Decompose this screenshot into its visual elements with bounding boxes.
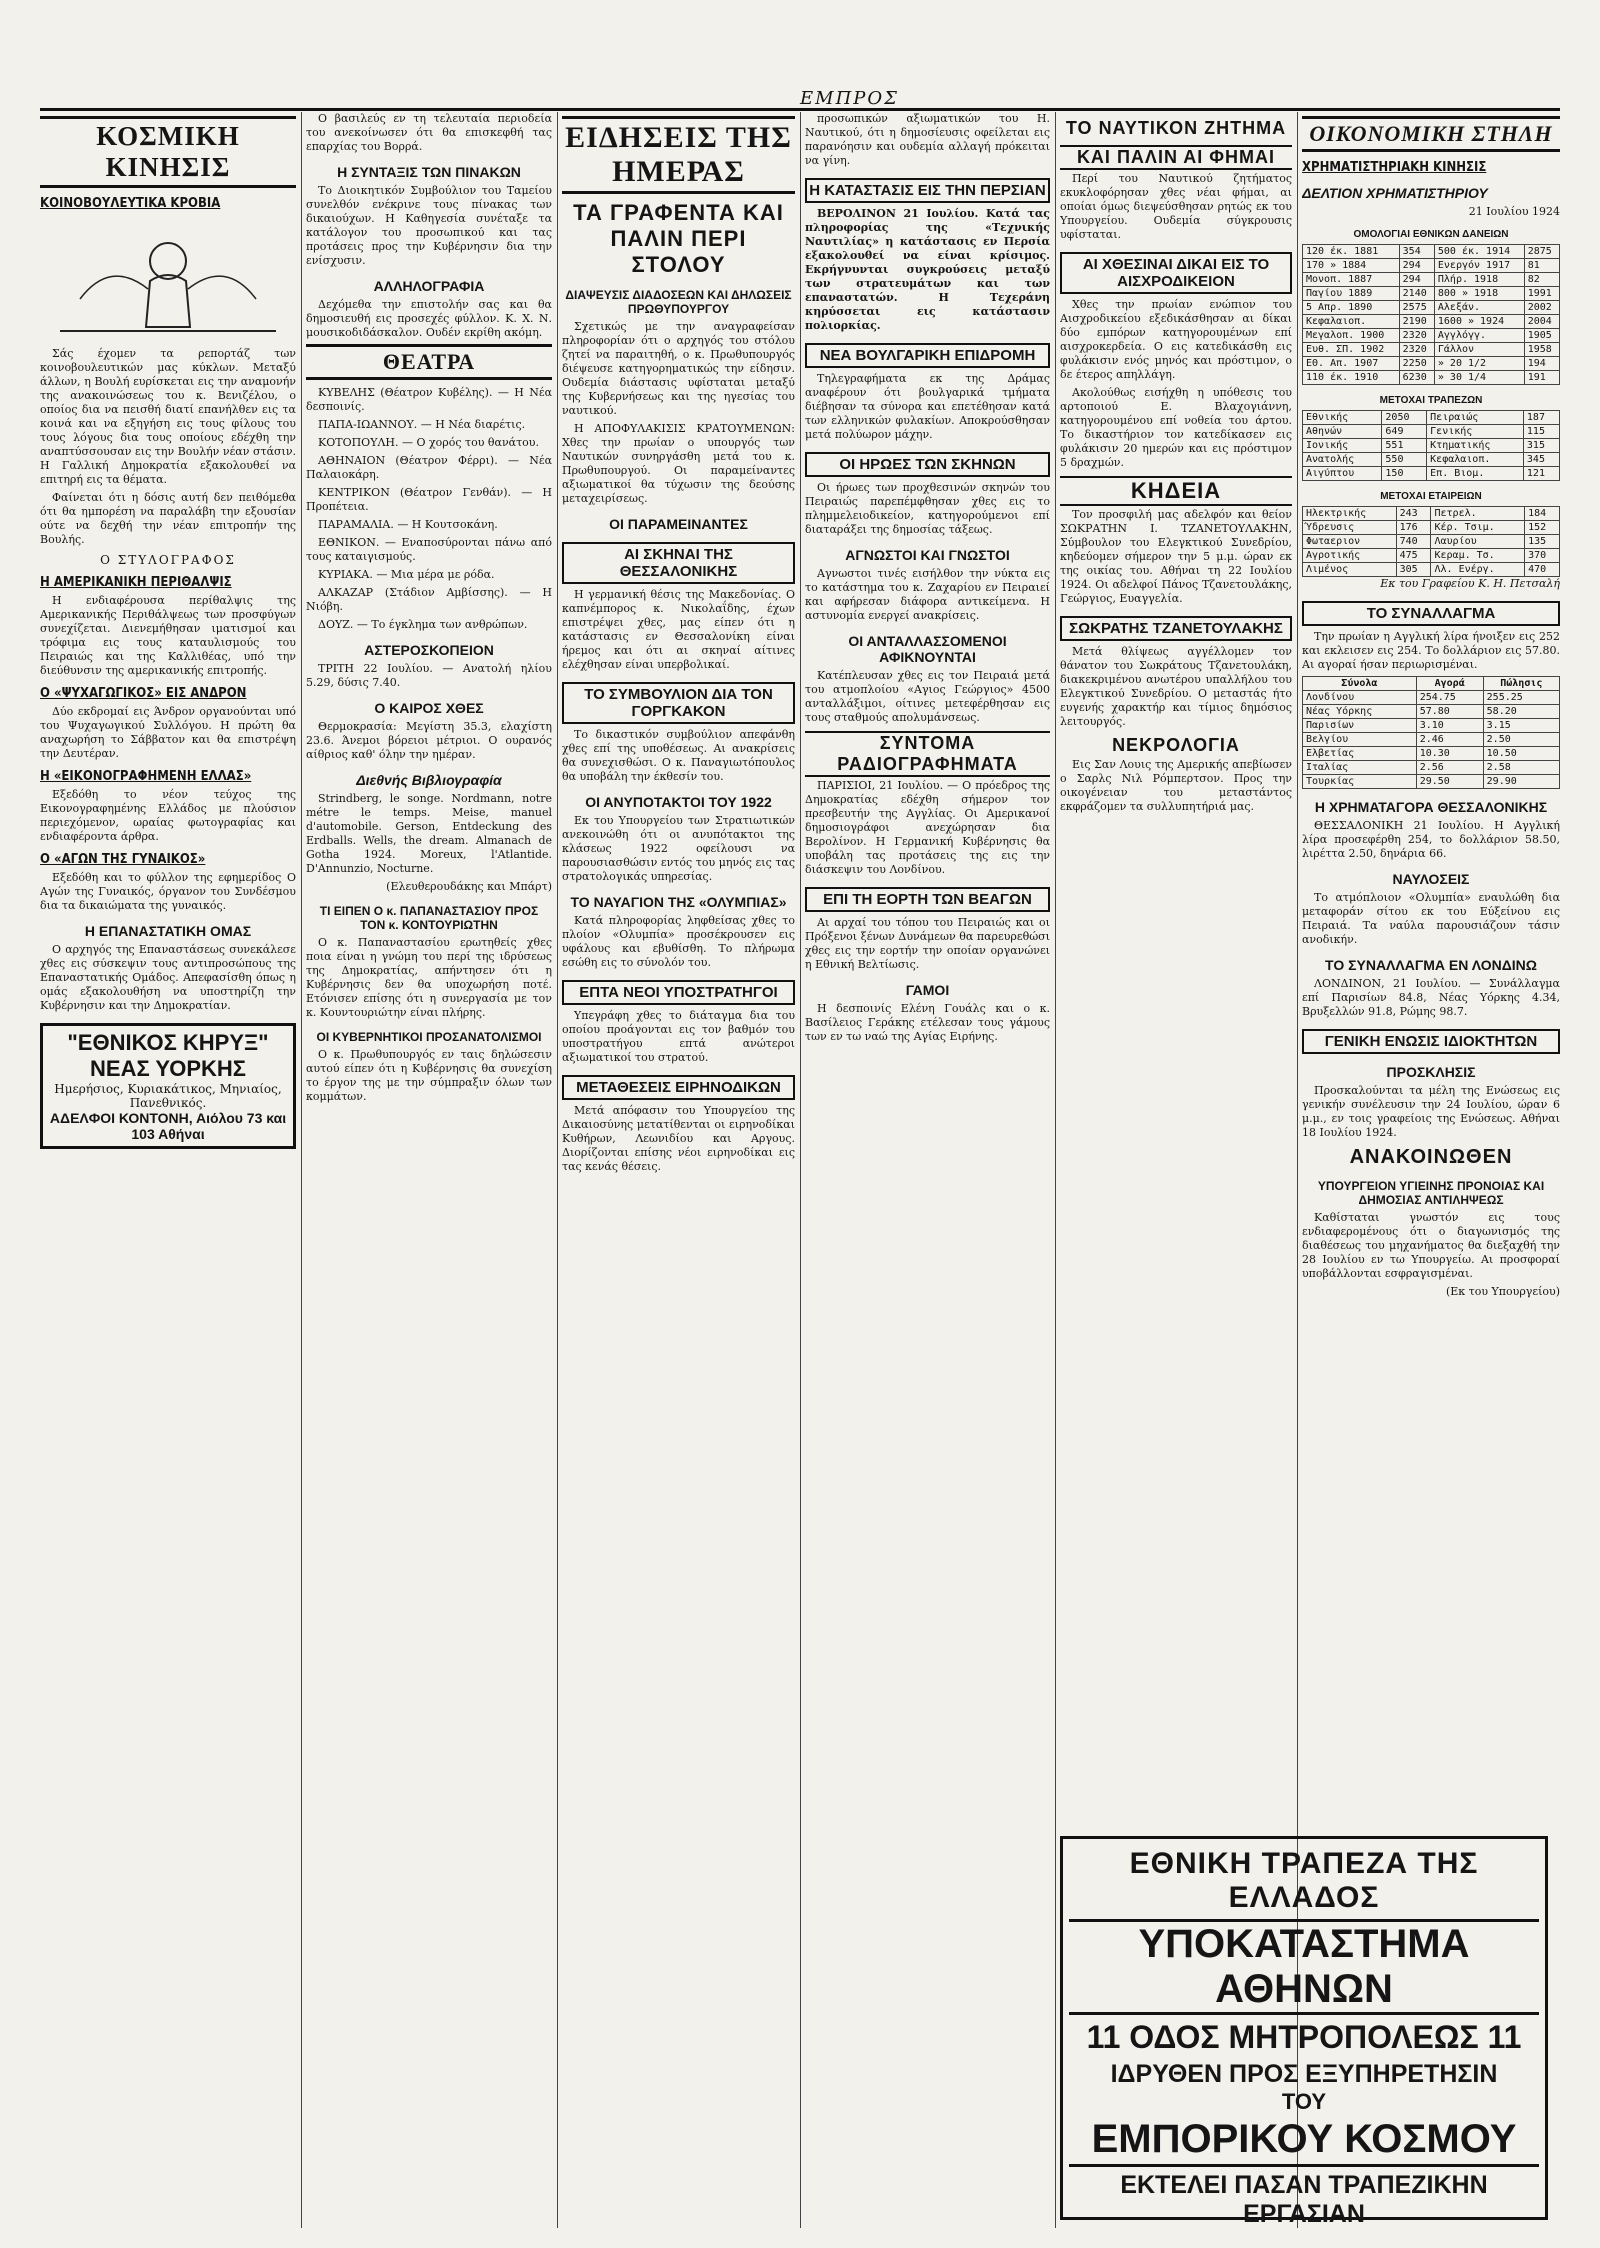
article-heading: ΤΙ ΕΙΠΕΝ Ο κ. ΠΑΠΑΝΑΣΤΑΣΙΟΥ ΠΡΟΣ ΤΟΝ κ. ΚΟΝΤΟΥΡΙΩΤΗΝ [319,904,539,932]
table-cell: 255.25 [1483,691,1559,705]
table-cell: 2.46 [1416,733,1483,747]
table-cell: 176 [1396,521,1431,535]
table-cell: Λιμένος [1303,563,1397,577]
table-row [1303,453,1560,467]
table-cell: 187 [1523,411,1559,425]
table-cell: 551 [1382,439,1427,453]
source-line: (Εκ του Υπουργείου) [1445,1285,1560,1298]
table-cell: Παγίου 1889 [1303,287,1400,301]
table-cell: Σύνολα [1303,677,1417,691]
table-cell: 2004 [1524,315,1559,329]
article-heading: ΟΙ ΑΝΤΑΛΛΑΣΣΟΜΕΝΟΙ ΑΦΙΚΝΟΥΝΤΑΙ [848,633,1007,665]
article-heading: ΓΕΝΙΚΗ ΕΝΩΣΙΣ ΙΔΙΟΚΤΗΤΩΝ [1302,1029,1560,1054]
table-cell: 305 [1396,563,1431,577]
table-cell: 500 έκ. 1914 [1434,245,1524,259]
article-heading: ΧΡΗΜΑΤΙΣΤΗΡΙΑΚΗ ΚΙΝΗΣΙΣ [1302,160,1487,175]
table-cell: Πλήρ. 1918 [1434,273,1524,287]
article-heading: ΑΣΤΕΡΟΣΚΟΠΕΙΟΝ [364,642,494,658]
article-text: Η ενδιαφέρουσα περίθαλψις της Αμερικανικής Περιθάλψεως των προσφύγων συνεχίζεται. Διενεμήθησαν ιματισμοί και τρόφιμα εις τους καταυλισμούς του Πειραιώς και της Καλλιθέας, υπό την διεύθυνσιν της αμερικανικής επιτροπής. [40,594,296,677]
masthead [40,88,1560,111]
article-text: Η δεσποινίς Ελένη Γουάλς και ο κ. Βασίλειος Γεράκης ετέλεσαν τους γάμους των εν τω ναώ της Αγίας Ειρήνης. [805,1002,1050,1043]
article-text: Υπεγράφη χθες το διάταγμα δια του οποίου προάγονται εις τον βαθμόν του υποστρατήγου επτά ανώτεροι αξιωματικοί του στρατού. [562,1009,795,1064]
table-row [1303,259,1560,273]
article-heading: ΣΩΚΡΑΤΗΣ ΤΖΑΝΕΤΟΥΛΑΚΗΣ [1060,616,1292,641]
table-cell: Κέρ. Τσιμ. [1431,521,1525,535]
table-cell: Ευθ. ΣΠ. 1902 [1303,343,1400,357]
table-cell: 6230 [1399,371,1434,385]
article-text: Τηλεγραφήματα εκ της Δράμας αναφέρουν ότι βουλγαρικά τμήματα διέβησαν τα σύνορα και επετέθησαν κατά των ελληνικών φυλακίων. Αποκρούσθησαν μετά πολύωρον μάχην. [805,372,1050,441]
section-title: ΕΙΔΗΣΕΙΣ ΤΗΣ ΗΜΕΡΑΣ [562,116,795,194]
article-heading: ΑΛΛΗΛΟΓΡΑΦΙΑ [373,278,485,294]
table-cell: 800 » 1918 [1434,287,1524,301]
table-cell: Αλεξάν. [1434,301,1524,315]
table-row [1303,677,1560,691]
table-cell: Ιονικής [1303,439,1382,453]
table-cell: 2190 [1399,315,1434,329]
table-row [1303,691,1560,705]
table-cell: 370 [1525,549,1560,563]
table-cell: Αθηνών [1303,425,1382,439]
date-line: 21 Ιουλίου 1924 [1468,205,1560,218]
table-cell: 115 [1523,425,1559,439]
table-cell: Ενεργόν 1917 [1434,259,1524,273]
table-cell: Λονδίνου [1303,691,1417,705]
article-heading: ΟΙ ΑΝΥΠΟΤΑΚΤΟΙ ΤΟΥ 1922 [585,794,772,810]
article-heading: ΟΙ ΚΥΒΕΡΝΗΤΙΚΟΙ ΠΡΟΣΑΝΑΤΟΛΙΣΜΟΙ [316,1030,542,1044]
article-heading: ΕΠΤΑ ΝΕΟΙ ΥΠΟΣΤΡΑΤΗΓΟΙ [562,980,795,1005]
article-text: Δύο εκδρομαί εις Άνδρον οργανούνται υπό του Ψυχαγωγικού Συλλόγου. Η πρώτη θα αναχωρήση το Σάββατον και θα επιστρέψη την Δευτέραν. [40,705,296,760]
banner-line: ΕΜΠΟΡΙΚΟΥ ΚΟΣΜΟΥ [1091,2117,1517,2161]
article-text: Αγνωστοι τινές εισήλθον την νύκτα εις το κατάστημα του κ. Ζαχαρίου εν Πειραιεί και αφήρεσαν διάφορα αντικείμενα. Η αστυνομία ενεργεί ανακρίσεις. [805,567,1050,622]
table-cell: 184 [1525,507,1560,521]
article-heading: Η ΚΑΤΑΣΤΑΣΙΣ ΕΙΣ ΤΗΝ ΠΕΡΣΙΑΝ [805,178,1050,203]
table-cell: 354 [1399,245,1434,259]
column-6 [1302,112,1560,1818]
article-heading: Η «ΕΙΚΟΝΟΓΡΑΦΗΜΕΝΗ ΕΛΛΑΣ» [40,769,252,784]
table-cell: Λαυρίου [1431,535,1525,549]
article-heading: ΚΟΙΝΟΒΟΥΛΕΥΤΙΚΑ ΚΡΟΒΙΑ [40,196,221,211]
table-row [1303,287,1560,301]
table-row [1303,357,1560,371]
table-row [1303,425,1560,439]
table-row [1303,719,1560,733]
article-text: Ο κ. Παπαναστασίου ερωτηθείς χθες ποια είναι η γνώμη του περί της ιδρύσεως της Δημοκρατίας, απήντησεν ότι η Κυβέρνησις δεν θα υποχωρήση ποτέ. Ετόνισεν επίσης ότι η συνεργασία με τον κ. Κουντουριώτην είναι πλήρης. [306,936,552,1019]
article-text: Το Διοικητικόν Συμβούλιον του Ταμείου συνελθόν ενέκρινε τους πίνακας των δικαιούχων. Η Καθηγεσία συνέταξε τα κατάλογον του προσωπικού και τας προτάσεις προς την Κυβέρνησιν δια την ενίσχυσιν. [306,184,552,267]
article-heading: Ο ΚΑΙΡΟΣ ΧΘΕΣ [374,700,484,716]
table-cell: Ηλεκτρικής [1303,507,1397,521]
article-text: Χθες την πρωίαν ενώπιον του Αισχροδικείου εξεδικάσθησαν αι δίκαι δύο εμπόρων κατηγορουμένων επί αισχροκερδεία. Ο εις κατεδικάσθη εις φυλάκισιν ενός μηνός και πρόστιμον, ο δε έτερος απηλλάγη. [1060,298,1292,381]
exchange-table [1302,676,1560,789]
table-row [1303,535,1560,549]
table-cell: Αγορά [1416,677,1483,691]
article-text: Ο αρχηγός της Επαναστάσεως συνεκάλεσε χθες εις σύσκεψιν τους αντιπροσώπους της Επαναστατικής Ομάδος. Απεφασίσθη όπως η ομάς εξακολουθήση να υποστηρίζη την Κυβέρνησιν και την Δημοκρατίαν. [40,943,296,1012]
table-row [1303,371,1560,385]
table-cell: » 20 1/2 [1434,357,1524,371]
article-heading: Η ΑΜΕΡΙΚΑΝΙΚΗ ΠΕΡΙΘΑΛΨΙΣ [40,575,232,590]
table-cell: Επ. Βιομ. [1427,467,1524,481]
article-heading: ΟΙ ΠΑΡΑΜΕΙΝΑΝΤΕΣ [609,516,748,532]
table-cell: Παρισίων [1303,719,1417,733]
table-cell: Αγροτικής [1303,549,1397,563]
column-rule [301,112,302,2228]
theatre-listing: ΚΟΤΟΠΟΥΛΗ. — Ο χορός του θανάτου. [318,436,539,449]
table-cell: 2250 [1399,357,1434,371]
table-cell: 29.90 [1483,775,1559,789]
table-row [1303,273,1560,287]
headline: ΤΟ ΝΑΥΤΙΚΟΝ ΖΗΤΗΜΑ [1065,118,1287,138]
table-cell: 294 [1399,259,1434,273]
table-cell: 1991 [1524,287,1559,301]
table-cell: 152 [1525,521,1560,535]
column-4 [805,112,1050,2228]
article-text: Ο βασιλεύς εν τη τελευταία περιοδεία του ανεκοίνωσεν ότι θα επισκεφθή τας επαρχίας του Βορρά. [306,112,552,153]
article-text: Μετά θλίψεως αγγέλλομεν τον θάνατον του Σωκράτους Τζανετουλάκη, διακεκριμένου ανωτέρου υπαλλήλου του Ελεγκτικού Συνεδρίου. Ο μεταστάς ήτο ευγενής χαρακτήρ και τίμιος δημόσιος λειτουργός. [1060,645,1292,728]
article-heading: Ο «ΨΥΧΑΓΩΓΙΚΟΣ» ΕΙΣ ΑΝΔΡΟΝ [40,686,247,701]
article-heading: ΥΠΟΥΡΓΕΙΟΝ ΥΓΙΕΙΝΗΣ ΠΡΟΝΟΙΑΣ ΚΑΙ ΔΗΜΟΣΙΑΣ ΑΝΤΙΛΗΨΕΩΣ [1317,1179,1545,1207]
section-title: ΚΟΣΜΙΚΗ ΚΙΝΗΣΙΣ [40,116,296,188]
table-cell: Βελγίου [1303,733,1417,747]
table-cell: 2050 [1382,411,1427,425]
table-cell: 10.50 [1483,747,1559,761]
table-row [1303,245,1560,259]
table-cell: 243 [1396,507,1431,521]
column-1 [40,112,296,2228]
table-cell: Πειραιώς [1427,411,1524,425]
article-text: Φαίνεται ότι η δόσις αυτή δεν πειθόμεθα ότι θα ημπορέση να παραλάβη την εξουσίαν ούτε να δεχθή την νέαν επιτροπήν της Βουλής. [40,491,296,546]
table-cell: 110 έκ. 1910 [1303,371,1400,385]
theatre-listing: ΑΘΗΝΑΙΟΝ (Θέατρον Φέρρι). — Νέα Παλαιοκάρη. [306,454,552,481]
masthead-title: ΕΜΠΡΟΣ [800,88,899,109]
article-text: Εις Σαν Λουις της Αμερικής απεβίωσεν ο Σαρλς Νιλ Ρόμπερτσον. Προς την οικογένειαν του μεταστάντος εκφράζομεν τα συλλυπητήριά μας. [1060,758,1292,813]
article-text: Οι ήρωες των προχθεσινών σκηνών του Πειραιώς παρεπέμφθησαν χθες εις το πλημμελειοδικείον, κατηγορούμενοι επί διαταράξει της δημοσίας τάξεως. [805,481,1050,536]
table-cell: 57.80 [1416,705,1483,719]
article-text: ΒΕΡΟΛΙΝΟΝ 21 Ιουλίου. Κατά τας πληροφορίας της «Τεχνικής Ναυτιλίας» η κατάστασις εν Περσία εξακολουθεί να είναι κρίσιμος. Εκρήγνυνται συγκρούσεις μεταξύ των στρατευμάτων και των επαναστατών. Η Τεχεράνη κηρύσσεται εις κατάστασιν πολιορκίας. [805,207,1050,332]
article-heading: ΓΑΜΟΙ [905,982,950,998]
table-cell: 475 [1396,549,1431,563]
table-cell: Εθνικής [1303,411,1382,425]
table-cell: Αιγύπτου [1303,467,1382,481]
banner-line: 11 ΟΔΟΣ ΜΗΤΡΟΠΟΛΕΩΣ 11 [1086,2019,1522,2055]
article-text: Περί του Ναυτικού ζητήματος εκυκλοφόρησαν χθες νέαι φήμαι, αι οποίαι όμως διεψεύσθησαν ρητώς εκ του Υπουργείου. Ουδεμία σύγκρουσις υφίσταται. [1060,172,1292,241]
decorative-illustration-icon [40,219,296,339]
subheadline: ΔΙΑΨΕΥΣΙΣ ΔΙΑΔΟΣΕΩΝ ΚΑΙ ΔΗΛΩΣΕΙΣ ΠΡΩΘΥΠΟΥΡΓΟΥ [565,288,792,316]
table-cell: 2140 [1399,287,1434,301]
table-cell: 121 [1523,467,1559,481]
table-cell: 550 [1382,453,1427,467]
article-text: Εκ του Υπουργείου των Στρατιωτικών ανεκοινώθη ότι οι ανυπότακτοι της κλάσεως 1922 οφείλουσι να παρουσιασθώσιν εντός του μηνός εις τας στρατολογικάς υπηρεσίας. [562,814,795,883]
article-text: Κατέπλευσαν χθες εις τον Πειραιά μετά του ατμοπλοίου «Αγιος Γεώργιος» 4500 ανταλλάξιμοι, οίτινες μετεφέρθησαν εις τους σταθμούς απολυμάνσεως. [805,669,1050,724]
table-cell: 81 [1524,259,1559,273]
column-2 [306,112,552,2228]
table-cell: 294 [1399,273,1434,287]
table-row [1303,411,1560,425]
table-cell: 2320 [1399,329,1434,343]
table-cell: Κτηματικής [1427,439,1524,453]
company-shares-table [1302,506,1560,577]
table-row [1303,761,1560,775]
article-heading: ΜΕΤΑΘΕΣΕΙΣ ΕΙΡΗΝΟΔΙΚΩΝ [562,1075,795,1100]
theatre-listing: ΚΥΒΕΛΗΣ (Θέατρον Κυβέλης). — Η Νέα δεσποινίς. [306,386,552,413]
table-cell: 29.50 [1416,775,1483,789]
section-title: ΟΙΚΟΝΟΜΙΚΗ ΣΤΗΛΗ [1302,116,1560,152]
bond-table [1302,244,1560,385]
signature: Ο ΣΤΥΛΟΓΡΑΦΟΣ [100,553,236,567]
article-text: Αι αρχαί του τόπου του Πειραιώς και οι Πρόξενοι ξένων Δυνάμεων θα παρευρεθώσι χθες εις την εορτήν την οποίαν οργανώνει η Εθνική Βελτίωσις. [805,916,1050,971]
article-heading: ΟΙ ΗΡΩΕΣ ΤΩΝ ΣΚΗΝΩΝ [805,452,1050,477]
table-cell: 10.30 [1416,747,1483,761]
article-text: Σάς έχομεν τα ρεπορτάζ των κοινοβουλευτικών μας κύκλων. Μεταξύ άλλων, η Βουλή ευρίσκεται εις την αναμονήν της ανακοινώσεως του κ. Βενιζέλου, ο οποίος δια να πεισθή διατί επανήλθεν εις τα κοινά και να εξηγήση εις τους φίλους του τους λόγους δια τους οποίους εδέχθη την αναπτύσσουσαν εις την Βουλήν νέαν στάσιν. Η Γαλλική Δημοκρατία εξακολουθεί να επιτηρή εις τα θέματα. [40,347,296,486]
article-heading: ΤΟ ΣΥΝΑΛΛΑΓΜΑ [1302,601,1560,626]
banner-line: ΥΠΟΚΑΤΑΣΤΗΜΑ ΑΘΗΝΩΝ [1069,1919,1539,2015]
article-heading: ΑΙ ΧΘΕΣΙΝΑΙ ΔΙΚΑΙ ΕΙΣ ΤΟ ΑΙΣΧΡΟΔΙΚΕΙΟΝ [1060,252,1292,294]
table-cell: Ανατολής [1303,453,1382,467]
article-heading: Η ΕΠΑΝΑΣΤΑΤΙΚΗ ΟΜΑΣ [84,923,252,939]
article-heading: ΠΡΟΣΚΛΗΣΙΣ [1386,1064,1476,1080]
table-cell: Πώλησις [1483,677,1559,691]
table-cell: 2320 [1399,343,1434,357]
table-cell: Λλ. Ενέργ. [1431,563,1525,577]
table-cell: Νέας Υόρκης [1303,705,1417,719]
article-text: Η γερμανική θέσις της Μακεδονίας. Ο καπνέμπορος κ. Νικολαΐδης, έχων επιστρέψει χθες, μας είπεν ότι η κατάστασις εν Θεσσαλονίκη είναι ήρεμος και ότι αι σκηναί αίτινες ελέχθησαν είναι υπερβολικαί. [562,588,795,671]
bank-shares-table [1302,410,1560,481]
section-title: ΘΕΑΤΡΑ [306,344,552,380]
table-cell: Αγγλόγγ. [1434,329,1524,343]
banner-line: ΤΟΥ [1281,2089,1327,2114]
table-row [1303,733,1560,747]
book-source: (Ελευθερουδάκης και Μπάρτ) [386,880,552,893]
theatre-listing: ΔΟΥΖ. — Το έγκλημα των ανθρώπων. [318,618,528,631]
table-cell: 2.50 [1483,733,1559,747]
table-row [1303,439,1560,453]
table-row [1303,705,1560,719]
headline: ΝΕΚΡΟΛΟΓΙΑ [1112,735,1240,755]
table-cell: » 30 1/4 [1434,371,1524,385]
table-title: ΜΕΤΟΧΑΙ ΕΤΑΙΡΕΙΩΝ [1380,491,1482,502]
table-cell: 2575 [1399,301,1434,315]
advertisement-box [40,1023,296,1149]
table-cell: Μονοπ. 1887 [1303,273,1400,287]
table-row [1303,775,1560,789]
theatre-listing: ΑΛΚΑΖΑΡ (Στάδιον Αμβίσσης). — Η Νιόβη. [306,586,552,613]
article-text: Θερμοκρασία: Μεγίστη 35.3, ελαχίστη 23.6. Άνεμοι βόρειοι μέτριοι. Ο ουρανός αίθριος καθ' όλην την ημέραν. [306,720,552,761]
table-cell: 58.20 [1483,705,1559,719]
article-text: προσωπικών αξιωματικών του Η. Ναυτικού, ότι η δημοσίευσις οφείλεται εις παρανόησιν και ουδεμία αλλαγή πρόκειται να γίνη. [805,112,1050,167]
table-cell: 1958 [1524,343,1559,357]
table-cell: 120 έκ. 1881 [1303,245,1400,259]
table-row [1303,507,1560,521]
article-text: ΛΟΝΔΙΝΟΝ, 21 Ιουλίου. — Συνάλλαγμα επί Παρισίων 84.8, Νέας Υόρκης 4.34, Βρυξελλών 91.8, Ρώμης 98.7. [1302,977,1560,1018]
table-cell: Γενικής [1427,425,1524,439]
table-cell: Μεγαλοπ. 1900 [1303,329,1400,343]
table-cell: Φωταεριον [1303,535,1397,549]
article-text: Εξεδόθη και το φύλλον της εφημερίδος Ο Αγών της Γυναικός, όργανον του Συνδέσμου δια τα δικαιώματα της γυναικός. [40,871,296,912]
theatre-listing: ΠΑΠΑ-ΙΩΑΝΝΟΥ. — Η Νέα διαρέτις. [318,418,526,431]
article-text: Ο κ. Πρωθυπουργός εν ταις δηλώσεσιν αυτού είπεν ότι η Κυβέρνησις θα συνεχίση το έργον της με την σύμπραξιν όλων των κομμάτων. [306,1048,552,1103]
table-cell: 135 [1525,535,1560,549]
table-cell: Ύδρευσις [1303,521,1397,535]
banner-line: ΕΚΤΕΛΕΙ ΠΑΣΑΝ ΤΡΑΠΕΖΙΚΗΝ ΕΡΓΑΣΙΑΝ [1069,2164,1539,2229]
advert-subtitle: Ημερήσιος, Κυριακάτικος, Μηνιαίος, Πανεθνικός. [54,1082,282,1110]
table-cell: 1600 » 1924 [1434,315,1524,329]
headline: ΣΥΝΤΟΜΑ ΡΑΔΙΟΓΡΑΦΗΜΑΤΑ [805,731,1050,777]
article-heading: ΕΠΙ ΤΗ ΕΟΡΤΗ ΤΩΝ ΒΕΑΓΩΝ [805,887,1050,912]
advert-title: "ΕΘΝΙΚΟΣ ΚΗΡΥΞ" ΝΕΑΣ ΥΟΡΚΗΣ [67,1030,269,1081]
article-text: Καθίσταται γνωστόν εις τους ενδιαφερομένους ότι ο διαγωνισμός της διαθέσεως του μηχανήματος θα διεξαχθή την 28 Ιουλίου εν τω Υπουργείω. Αι προσφοραί υποβάλλονται εσφραγισμέναι. [1302,1211,1560,1280]
table-cell: 2002 [1524,301,1559,315]
article-text: Κατά πληροφορίας ληφθείσας χθες το πλοίον «Ολυμπία» προσέκρουσεν εις υφάλους και εβυθίσθη. Το πλήρωμα εσώθη εις το σύνολόν του. [562,914,795,969]
article-heading: ΑΓΝΩΣΤΟΙ ΚΑΙ ΓΝΩΣΤΟΙ [845,547,1010,563]
table-cell: Κεφαλαιοπ. [1427,453,1524,467]
banner-line: ΕΘΝΙΚΗ ΤΡΑΠΕΖΑ ΤΗΣ ΕΛΛΑΔΟΣ [1129,1847,1479,1914]
table-cell: 740 [1396,535,1431,549]
table-cell: 150 [1382,467,1427,481]
column-rule [1055,112,1056,2228]
article-text: Ακολούθως εισήχθη η υπόθεσις του αρτοποιού Ε. Βλαχογιάννη, κατηγορουμένου επί νοθεία του άρτου. Το δικαστήριον τον κατεδίκασεν εις φυλάκισιν 20 ημερών και εις πρόστιμον 5 δραχμών. [1060,386,1292,469]
article-text: Την πρωίαν η Αγγλική λίρα ήνοιξεν εις 252 και εκλεισεν εις 254. Το δολλάριον εις 57.80. Αι αγοραί ήσαν περιωρισμέναι. [1302,630,1560,671]
table-cell: 170 » 1884 [1303,259,1400,273]
table-cell: Γάλλον [1434,343,1524,357]
table-cell: Κεραμ. Τσ. [1431,549,1525,563]
table-title: ΜΕΤΟΧΑΙ ΤΡΑΠΕΖΩΝ [1379,395,1483,406]
article-text: Το δικαστικόν συμβούλιον απεφάνθη χθες επί της υποθέσεως. Αι ανακρίσεις θα συνεχισθώσι. Ο κ. Παναγιωτόπουλος θα υποβάλη την έκθεσίν του. [562,728,795,783]
funeral-notice: Τον προσφιλή μας αδελφόν και θείον ΣΩΚΡΑΤΗΝ Ι. ΤΖΑΝΕΤΟΥΛΑΚΗΝ, Σύμβουλον του Ελεγκτικού Συνεδρίου, κηδεύομεν σήμερον την 5 μ.μ. ώραν εκ της οικίας του. Αθήναι τη 22 Ιουλίου 1924. Οι αδελφοί Πάνος Τζανετουλάκης, Γεώργιος, Ευαγγελία. [1060,508,1292,605]
article-text: Το ατμόπλοιον «Ολυμπία» εναυλώθη δια μεταφοράν σίτου εκ του Εύξείνου εις Πειραιά. Τα ναύλα παρουσιάζουν τάσιν ανοδικήν. [1302,891,1560,946]
theatre-listing: ΚΥΡΙΑΚΑ. — Μια μέρα με ρόδα. [318,568,495,581]
headline: ΤΑ ΓΡΑΦΕΝΤΑ ΚΑΙ ΠΑΛΙΝ ΠΕΡΙ ΣΤΟΛΟΥ [573,200,784,277]
table-cell: 3.10 [1416,719,1483,733]
table-cell: Ιταλίας [1303,761,1417,775]
article-heading: ΝΕΑ ΒΟΥΛΓΑΡΙΚΗ ΕΠΙΔΡΟΜΗ [805,343,1050,368]
table-row [1303,549,1560,563]
table-cell: 5 Απρ. 1890 [1303,301,1400,315]
table-cell: 3.15 [1483,719,1559,733]
article-text: Δεχόμεθα την επιστολήν σας και θα δημοσιευθή εις προσεχές φύλλον. Κ. Χ. Ν. μουσικοδιδάσκαλον. Ουδέν εκρίθη ακόμη. [306,298,552,339]
table-cell: 470 [1525,563,1560,577]
book-list: Strindberg, le songe. Nordmann, notre métre le temps. Meise, manuel d'automobile. Gerson, Entdeckung des Erdballs. Wells, the dream. Almanach de Gotha 1924. Moreux, l'Atlantide. D'Annunzio, Nocturne. [306,792,552,875]
column-rule [557,112,558,2228]
theatre-listing: ΕΘΝΙΚΟΝ. — Εναποσύρονται πάνω από τους καταιγισμούς. [306,536,552,563]
article-text: ΤΡΙΤΗ 22 Ιουλίου. — Ανατολή ηλίου 5.29, δύσις 7.40. [306,662,552,689]
table-row [1303,329,1560,343]
table-row [1303,521,1560,535]
article-heading: Διεθνής Βιβλιογραφία [356,772,502,788]
table-cell: 345 [1523,453,1559,467]
table-cell: Πετρελ. [1431,507,1525,521]
article-text: ΠΑΡΙΣΙΟΙ, 21 Ιουλίου. — Ο πρόεδρος της Δημοκρατίας εδέχθη σήμερον τον πρεσβευτήν της Αγγλίας. Οι Αμερικανοί δημοσιογράφοι ανεχώρησαν δια Βερολίνον. Η Γερμανική Κυβέρνησις θα υποβάλη τας προτάσεις της εις την διάσκεψιν του Λονδίνου. [805,779,1050,876]
table-cell: 1905 [1524,329,1559,343]
article-text: Μετά απόφασιν του Υπουργείου της Δικαιοσύνης μετατίθενται οι ειρηνοδίκαι Κυθήρων, Λεωνιδίου και Αργους. Διορίζονται επίσης νέοι ειρηνοδίκαι εις τας κενάς θέσεις. [562,1104,795,1173]
article-heading: Η ΣΥΝΤΑΞΙΣ ΤΩΝ ΠΙΝΑΚΩΝ [337,164,521,180]
table-row [1303,301,1560,315]
table-cell: 2875 [1524,245,1559,259]
theatre-listing: ΚΕΝΤΡΙΚΟΝ (Θέατρον Γενθάν). — Η Προπέτεια. [306,486,552,513]
table-cell: 194 [1524,357,1559,371]
table-cell: 254.75 [1416,691,1483,705]
table-row [1303,467,1560,481]
table-cell: Ελβετίας [1303,747,1417,761]
article-heading: Ο «ΑΓΩΝ ΤΗΣ ΓΥΝΑΙΚΟΣ» [40,852,206,867]
table-row [1303,747,1560,761]
table-cell: 82 [1524,273,1559,287]
advert-address: ΑΔΕΛΦΟΙ ΚΟΝΤΟΝΗ, Αιόλου 73 και 103 Αθήναι [49,1110,287,1142]
column-rule [800,112,801,2228]
headline: ΚΗΔΕΙΑ [1060,476,1292,506]
table-row [1303,315,1560,329]
table-cell: 2.58 [1483,761,1559,775]
theatre-listing: ΠΑΡΑΜΑΛΙΑ. — Η Κουτσοκάνη. [318,518,498,531]
table-cell: Κεφαλαιοπ. [1303,315,1400,329]
table-cell: ΕΘ. Απ. 1907 [1303,357,1400,371]
table-cell: 2.56 [1416,761,1483,775]
article-text: Η ΑΠΟΦΥΛΑΚΙΣΙΣ ΚΡΑΤΟΥΜΕΝΩΝ: Χθες την πρωίαν ο υπουργός των Ναυτικών συνηργάσθη μετά του κ. Πρωθυπουργού. Οι παραμείναντες αξιωματικοί θα τύχωσιν της δεούσης μεταχειρίσεως. [562,422,795,505]
table-cell: 315 [1523,439,1559,453]
article-heading: ΝΑΥΛΟΣΕΙΣ [1392,871,1470,887]
table-title: ΟΜΟΛΟΓΙΑΙ ΕΘΝΙΚΩΝ ΔΑΝΕΙΩΝ [1353,229,1509,240]
article-heading: ΤΟ ΣΥΝΑΛΛΑΓΜΑ ΕΝ ΛΟΝΔΙΝΩ [1325,957,1537,973]
column-3 [562,112,795,2228]
article-heading: ΑΙ ΣΚΗΝΑΙ ΤΗΣ ΘΕΣΣΑΛΟΝΙΚΗΣ [562,542,795,584]
article-heading: Η ΧΡΗΜΑΤΑΓΟΡΑ ΘΕΣΣΑΛΟΝΙΚΗΣ [1314,799,1548,815]
article-heading: ΔΕΛΤΙΟΝ ΧΡΗΜΑΤΙΣΤΗΡΙΟΥ [1302,185,1488,201]
article-text: Προσκαλούνται τα μέλη της Ενώσεως εις γενικήν συνέλευσιν την 24 Ιουλίου, ώραν 6 μ.μ., εν τοις γραφείοις της Ενώσεως. Αθήναι 18 Ιουλίου 1924. [1302,1084,1560,1139]
table-row [1303,343,1560,357]
banner-line: ΙΔΡΥΘΕΝ ΠΡΟΣ ΕΞΥΠΗΡΕΤΗΣΙΝ [1110,2060,1498,2088]
bank-advertisement [1060,1836,1548,2228]
headline: ΚΑΙ ΠΑΛΙΝ ΑΙ ΦΗΜΑΙ [1060,145,1292,170]
article-heading: ΤΟ ΣΥΜΒΟΥΛΙΟΝ ΔΙΑ ΤΟΝ ΓΟΡΓΚΑΚΟΝ [562,682,795,724]
article-text: Εξεδόθη το νέον τεύχος της Εικονογραφημένης Ελλάδος με πλούσιον περιεχόμενον, ωραίας φωτογραφίας και ενδιαφέροντα άρθρα. [40,788,296,843]
table-row [1303,563,1560,577]
article-text: ΘΕΣΣΑΛΟΝΙΚΗ 21 Ιουλίου. Η Αγγλική λίρα προσεφέρθη 254, το δολλάριον 58.50, λιρέττα 2.50, δηνάρια 66. [1302,819,1560,860]
table-cell: 649 [1382,425,1427,439]
source-line: Εκ του Γραφείου Κ. Η. Πετσαλή [1380,577,1560,590]
table-cell: Τουρκίας [1303,775,1417,789]
table-cell: 191 [1524,371,1559,385]
headline: ΑΝΑΚΟΙΝΩΘΕΝ [1349,1146,1513,1168]
article-heading: ΤΟ ΝΑΥΑΓΙΟΝ ΤΗΣ «ΟΛΥΜΠΙΑΣ» [570,894,787,910]
article-text: Σχετικώς με την αναγραφείσαν πληροφορίαν ότι ο αρχηγός του στόλου ζητεί να παραιτηθή, ο κ. Πρωθυπουργός διέψευσε κατηγορηματικώς την είδησιν. Ουδεμία διάστασις υφίσταται μεταξύ της Κυβερνήσεως και της ηγεσίας του ναυτικού. [562,320,795,417]
